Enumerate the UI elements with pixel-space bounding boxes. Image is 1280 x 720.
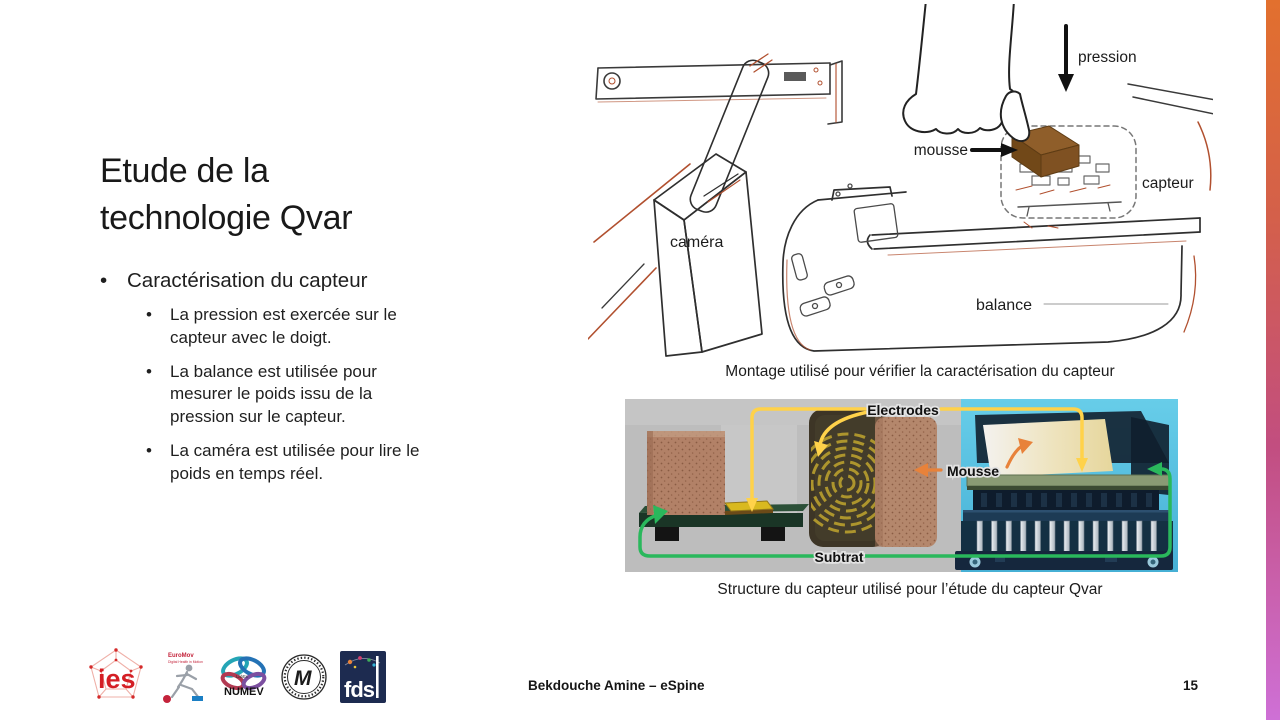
foam-white-photo bbox=[983, 419, 1113, 477]
euromov-logo bbox=[158, 650, 206, 705]
logo-strip bbox=[86, 648, 386, 706]
pression-arrow-icon bbox=[1058, 26, 1074, 92]
svg-text:fds: fds bbox=[344, 677, 374, 702]
sub-bullet-text: La balance est utilisée pour mesurer le poids issu de la pression sur le capteur. bbox=[170, 361, 377, 427]
label-capteur: capteur bbox=[1142, 175, 1194, 192]
bullet-marker: • bbox=[146, 440, 152, 460]
page-title bbox=[100, 148, 520, 242]
bullet-marker: • bbox=[146, 305, 152, 324]
svg-text:M: M bbox=[294, 667, 312, 690]
list-item bbox=[146, 304, 436, 350]
bullet-main bbox=[100, 269, 500, 293]
list-item bbox=[146, 440, 436, 486]
numev-logo bbox=[218, 650, 268, 705]
svg-text:LabEx: LabEx bbox=[236, 673, 248, 679]
figure-montage-sketch bbox=[588, 4, 1213, 360]
label-balance: balance bbox=[976, 297, 1033, 314]
foam-slab-photo bbox=[875, 417, 937, 547]
bullet-marker: • bbox=[146, 361, 152, 381]
university-montpellier-seal bbox=[280, 651, 328, 703]
bullet-marker: • bbox=[100, 269, 108, 292]
figure-sensor-structure-photo bbox=[625, 399, 1178, 572]
runner-icon bbox=[172, 664, 199, 697]
svg-text:EuroMov: EuroMov bbox=[168, 652, 194, 659]
foam-cube-photo bbox=[647, 431, 725, 515]
bullet-sub-list bbox=[146, 304, 436, 496]
hand-sketch bbox=[903, 4, 1029, 141]
figure2-caption: Structure du capteur utilisé pour l’étude du capteur Qvar bbox=[717, 581, 1103, 598]
mousse-arrow-icon bbox=[972, 143, 1018, 157]
accent-gradient-bar bbox=[1266, 0, 1280, 720]
svg-text:ies: ies bbox=[98, 664, 136, 694]
sub-bullet-text: La pression est exercée sur le capteur avec le doigt. bbox=[170, 305, 397, 347]
ies-logo bbox=[86, 648, 146, 706]
label-substrat: Subtrat bbox=[814, 549, 864, 565]
label-mousse-photo: Mousse bbox=[946, 463, 1000, 479]
title-line-2: technologie Qvar bbox=[100, 198, 353, 237]
title-line-1: Etude de la bbox=[100, 152, 269, 190]
bullet-main-label: Caractérisation du capteur bbox=[127, 269, 368, 292]
footer-author: Bekdouche Amine – eSpine bbox=[528, 678, 705, 693]
svg-text:NUMEV: NUMEV bbox=[224, 685, 264, 698]
page-number: 15 bbox=[1183, 678, 1199, 693]
sub-bullet-text: La caméra est utilisée pour lire le poids en temps réel. bbox=[170, 440, 420, 483]
label-mousse: mousse bbox=[913, 142, 968, 159]
figure1-caption: Montage utilisé pour vérifier la caractérisation du capteur bbox=[725, 363, 1115, 380]
fds-logo bbox=[340, 651, 386, 703]
label-pression: pression bbox=[1078, 49, 1137, 66]
list-item bbox=[146, 361, 436, 429]
label-electrodes: Electrodes bbox=[867, 402, 939, 418]
svg-text:Digital Health in Motion: Digital Health in Motion bbox=[168, 659, 203, 664]
label-camera: caméra bbox=[670, 234, 724, 251]
